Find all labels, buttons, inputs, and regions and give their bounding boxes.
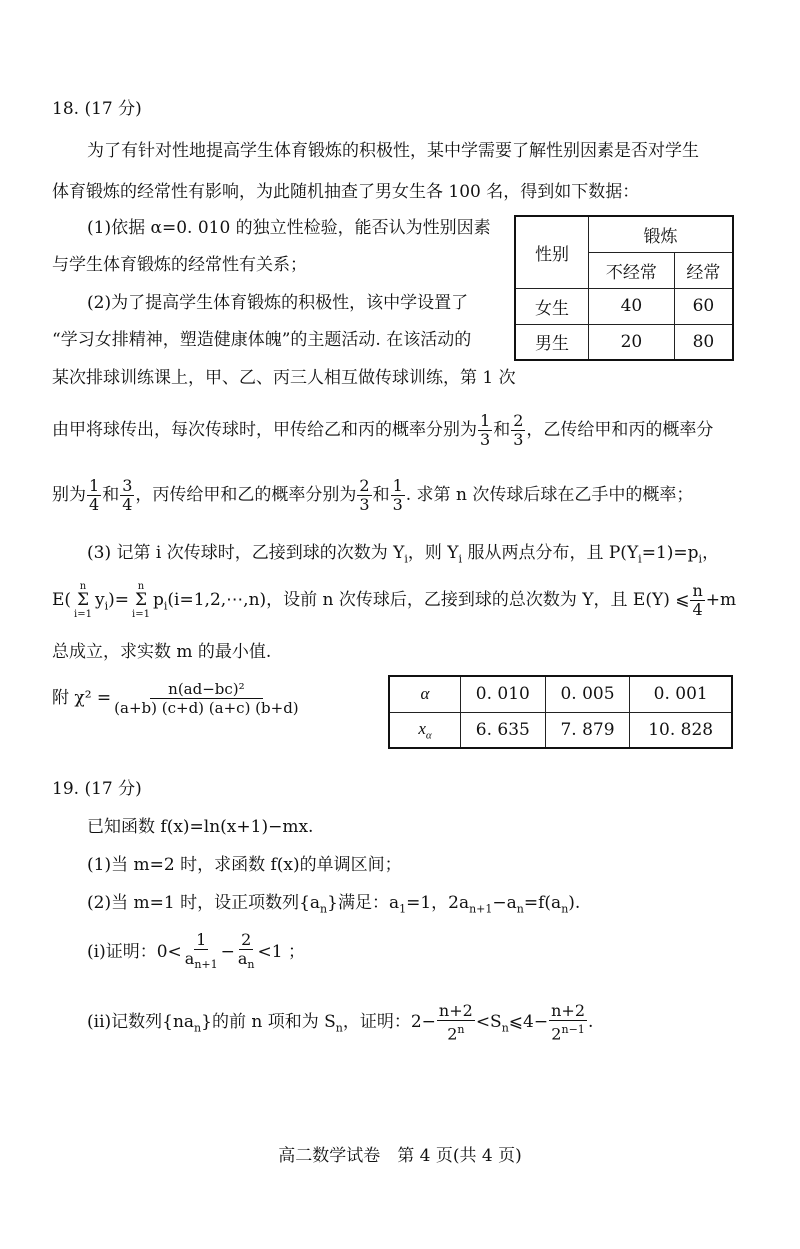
sup: n [457, 1022, 465, 1036]
den-a: a [237, 948, 248, 968]
text: ， [702, 543, 720, 563]
text: ，证明：2− [342, 1012, 436, 1032]
q19-part1: (1)当 m=2 时，求函数 f(x)的单调区间； [87, 855, 402, 875]
text: 服从两点分布，且 P(Y [462, 543, 639, 563]
text: E( [52, 590, 72, 610]
q18-part2-d [52, 410, 713, 450]
sub: n [194, 1021, 202, 1035]
table-cell: 10. 828 [630, 712, 732, 748]
table-cell: 7. 879 [545, 712, 630, 748]
num: n [692, 581, 703, 600]
text: − [220, 942, 235, 962]
q18-intro-2: 体育锻炼的经常性有影响，为此随机抽查了男女生各 100 名，得到如下数据： [52, 182, 640, 202]
text: y [95, 590, 105, 610]
text: 别为 [52, 485, 86, 505]
text: )= [108, 590, 130, 610]
den: 3 [480, 430, 491, 449]
page-footer: 高二数学试卷 第 4 页(共 4 页) [278, 1146, 522, 1166]
row-label: 女生 [515, 288, 589, 324]
text: ，丙传给甲和乙的概率分别为 [135, 485, 357, 505]
text: (i)证明：0< [87, 942, 182, 962]
table-cell: 80 [674, 324, 733, 360]
num: 1 [480, 411, 491, 430]
text: ). [568, 893, 581, 913]
sub: n [561, 902, 569, 916]
den [236, 950, 257, 974]
num: 1 [196, 929, 207, 949]
text: ，乙传给甲和丙的概率分 [526, 420, 714, 440]
x-alpha-label [389, 712, 461, 748]
sub: i [458, 552, 463, 566]
q18-part1-b: 与学生体育锻炼的经常性有关系； [52, 255, 307, 275]
q19-header: 19. (17 分) [52, 779, 142, 799]
q19-part2 [87, 891, 580, 921]
table-cell: 0. 001 [630, 676, 732, 712]
chi-square-fraction [112, 680, 301, 717]
den-a: a [184, 948, 195, 968]
text: (3) 记第 i 次传球时，乙接到球的次数为 Y [87, 543, 405, 563]
num: 2 [513, 411, 524, 430]
q18-part2-a: (2)为了提高学生体育锻炼的积极性，该中学设置了 [87, 293, 469, 313]
sub: 1 [399, 902, 407, 916]
fraction-n2-over-2n [437, 1002, 475, 1043]
fraction-2-over-a-n [236, 931, 257, 974]
q18-part2-e [52, 475, 693, 515]
num: n+2 [551, 1000, 585, 1020]
sigma-icon: Σ [77, 590, 90, 610]
text: ，则 Y [407, 543, 459, 563]
fraction-two-thirds [511, 412, 525, 449]
table-cell: 60 [674, 288, 733, 324]
sub: n [320, 902, 328, 916]
text: 由甲将球传出，每次传球时，甲传给乙和丙的概率分别为 [52, 420, 477, 440]
table-cell: 20 [589, 324, 675, 360]
sigma-sum [130, 581, 152, 620]
sup: n−1 [561, 1022, 585, 1036]
text: 和 [493, 420, 511, 440]
text: <1 ； [257, 942, 305, 962]
q18-intro-1: 为了有针对性地提高学生体育锻炼的积极性，某中学需要了解性别因素是否对学生 [87, 141, 699, 161]
text: <S [475, 1012, 502, 1032]
den-2: 2 [551, 1024, 562, 1044]
q18-part1-a: (1)依据 α=0. 010 的独立性检验，能否认为性别因素 [87, 218, 491, 238]
sigma-sum [72, 581, 94, 620]
appendix-formula [52, 675, 302, 721]
num: 1 [89, 476, 100, 495]
header-gender: 性别 [515, 216, 589, 288]
sub: i [698, 552, 703, 566]
sub: i [163, 599, 168, 613]
q18-part2-c: 某次排球训练课上，甲、乙、丙三人相互做传球训练，第 1 次 [52, 368, 516, 388]
sigma-icon: Σ [134, 590, 148, 610]
den: 3 [359, 495, 370, 514]
q19-part-ii [87, 1000, 593, 1050]
q18-part2-b: “学习女排精神，塑造健康体魄”的主题活动. 在该活动的 [52, 330, 472, 350]
sum-bot: i=1 [74, 609, 92, 620]
num: 2 [359, 476, 370, 495]
num: n(ad−bc)² [150, 680, 263, 699]
den [183, 950, 220, 974]
sum-bot: i=1 [132, 609, 150, 620]
q18-part3-a [87, 541, 719, 571]
sub: n [247, 958, 255, 972]
sub: i [638, 552, 642, 566]
sum-top: n [79, 581, 87, 592]
sub: i [104, 599, 109, 613]
header-exercise: 锻炼 [589, 216, 734, 252]
num: 1 [392, 476, 403, 495]
fraction-one-third [478, 412, 492, 449]
sum-top: n [137, 581, 145, 592]
q18-header: 18. (17 分) [52, 99, 142, 119]
q19-part-i [87, 930, 305, 974]
text: −a [492, 893, 517, 913]
num: 2 [241, 929, 252, 949]
text: +m [705, 590, 737, 610]
sub: n [516, 902, 524, 916]
text: p [152, 590, 164, 610]
q18-part3-b [52, 580, 736, 626]
sub: n+1 [469, 902, 493, 916]
text: . 求第 n 次传球后球在乙手中的概率； [405, 485, 694, 505]
fraction-one-quarter [87, 477, 101, 514]
sub: α [425, 728, 432, 741]
text: }满足：a [327, 893, 400, 913]
text: 和 [372, 485, 390, 505]
fraction-three-quarters [120, 477, 134, 514]
den [445, 1021, 466, 1043]
sub: n [335, 1021, 343, 1035]
text: . [588, 1012, 594, 1032]
text: (i=1,2,⋯,n)，设前 n 次传球后，乙接到球的总次数为 Y，且 E(Y) ⩽ [167, 590, 690, 610]
den [549, 1021, 587, 1043]
den: 4 [692, 600, 703, 619]
table-cell: 40 [589, 288, 675, 324]
q18-part3-c: 总成立，求实数 m 的最小值. [52, 642, 272, 662]
header-not-often: 不经常 [589, 252, 675, 288]
appendix-label: 附 χ² = [52, 688, 112, 708]
den-2: 2 [447, 1024, 458, 1044]
sub: i [404, 552, 408, 566]
text: 和 [102, 485, 120, 505]
alpha-label: α [389, 676, 461, 712]
table-cell: 0. 010 [461, 676, 546, 712]
row-label: 男生 [515, 324, 589, 360]
den: 3 [392, 495, 403, 514]
sub: n [501, 1021, 509, 1035]
fraction-n2-over-2n-1 [549, 1002, 587, 1043]
sub: n+1 [194, 958, 218, 972]
den: 4 [122, 495, 133, 514]
x-label: x [418, 718, 426, 738]
header-often: 经常 [674, 252, 733, 288]
text: }的前 n 项和为 S [201, 1012, 336, 1032]
num: 3 [122, 476, 133, 495]
den: 4 [89, 495, 100, 514]
fraction-one-third [391, 477, 405, 514]
table-cell: 6. 635 [461, 712, 546, 748]
q19-given: 已知函数 f(x)=ln(x+1)−mx. [87, 817, 314, 837]
den: (a+b) (c+d) (a+c) (b+d) [114, 699, 299, 717]
fraction-n-over-4 [690, 582, 704, 619]
critical-value-table [388, 675, 733, 749]
table-cell: 0. 005 [545, 676, 630, 712]
fraction-two-thirds [357, 477, 371, 514]
text: ⩽4− [508, 1012, 549, 1032]
text: (ii)记数列{na [87, 1012, 195, 1032]
text: =f(a [523, 893, 562, 913]
den: 3 [513, 430, 524, 449]
gender-exercise-table [514, 215, 734, 361]
num: n+2 [438, 1000, 473, 1020]
text: =1)=p [641, 543, 699, 563]
text: (2)当 m=1 时，设正项数列{a [87, 893, 321, 913]
text: =1，2a [406, 893, 470, 913]
fraction-1-over-a-n1 [183, 931, 220, 974]
